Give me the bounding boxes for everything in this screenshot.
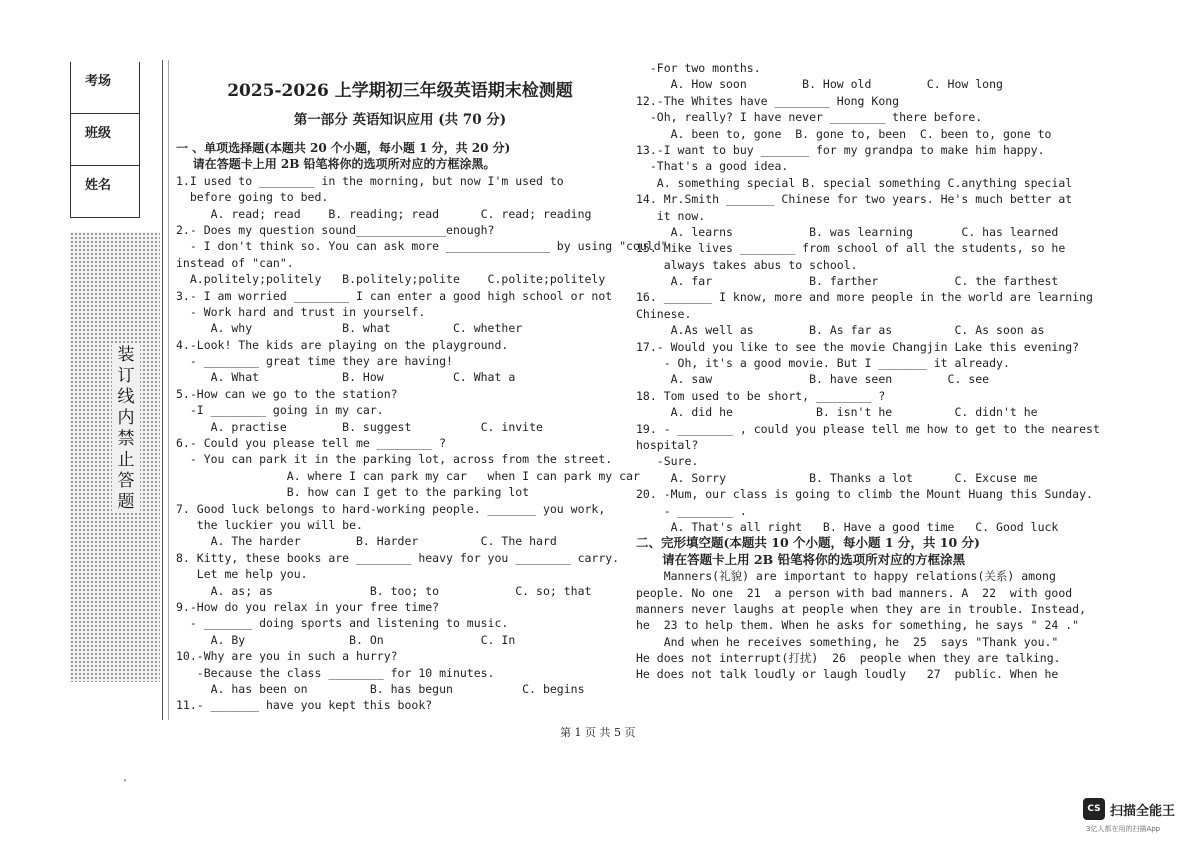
text-line: 18. Tom used to be short, ________ ? xyxy=(636,388,886,403)
text-line: - Work hard and trust in yourself. xyxy=(176,304,426,319)
margin-mark: ' xyxy=(122,778,129,789)
exam-title: 2025-2026 上学期初三年级英语期末检测题 xyxy=(227,81,573,101)
exam-room-label: 考场 xyxy=(71,62,139,114)
text-line: A. What B. How C. What a xyxy=(176,370,516,385)
text-line: A.As well as B. As far as C. As soon as xyxy=(636,323,1045,338)
text-line: Let me help you. xyxy=(176,567,308,582)
exam-info-box xyxy=(70,62,140,218)
text-line: A. The harder B. Harder C. The hard xyxy=(176,534,557,549)
text-line: 10.-Why are you in such a hurry? xyxy=(176,649,398,664)
watermark-name: 扫描全能王 xyxy=(1110,803,1176,819)
text-line: A. something special B. special something C.anything special xyxy=(636,175,1073,190)
section-heading: 一 、单项选择题(本题共 20 个小题，每小题 1 分，共 20 分) xyxy=(176,141,511,155)
text-line: A. practise B. suggest C. invite xyxy=(176,419,543,434)
text-line: A. By B. On C. In xyxy=(176,632,516,647)
page-number: 第 1 页 共 5 页 xyxy=(560,726,636,739)
text-line: 1.I used to ________ in the morning, but now I'm used to xyxy=(176,173,564,188)
binding-line xyxy=(162,60,163,720)
text-line: instead of "can". xyxy=(176,255,294,270)
text-line: 16. _______ I know, more and more people in the world are learning xyxy=(636,290,1093,305)
binding-line-inner xyxy=(168,60,169,720)
text-line: A. read; read B. reading; read C. read; reading xyxy=(176,206,592,221)
text-line: 13.-I want to buy _______ for my grandpa to make him happy. xyxy=(636,142,1045,157)
text-line: A.politely;politely B.politely;polite C.polite;politely xyxy=(176,272,606,287)
text-line: A. why B. what C. whether xyxy=(176,321,523,336)
text-line: He does not interrupt(打扰) 26 people when they are talking. xyxy=(636,651,1061,666)
text-line: 3.- I am worried ________ I can enter a good high school or not xyxy=(176,288,613,303)
text-line: 9.-How do you relax in your free time? xyxy=(176,599,440,614)
text-line: A. That's all right B. Have a good time C. Good luck xyxy=(636,519,1059,534)
text-line: And when he receives something, he 25 says "Thank you." xyxy=(636,634,1059,649)
text-line: - ________ great time they are having! xyxy=(176,354,453,369)
text-line: 5.-How can we go to the station? xyxy=(176,386,398,401)
section-heading: 请在答题卡上用 2B 铅笔将你的选项所对应的方框涂黑。 xyxy=(176,157,496,172)
text-line: 17.- Would you like to see the movie Changjin Lake this evening? xyxy=(636,339,1080,354)
text-line: 15. Mike lives ________ from school of all the students, so he xyxy=(636,241,1066,256)
text-line: -Oh, really? I have never ________ there before. xyxy=(636,110,983,125)
text-line: before going to bed. xyxy=(176,190,329,205)
text-line: - Oh, it's a good movie. But I _______ it already. xyxy=(636,356,1010,371)
name-label: 姓名 xyxy=(71,166,139,218)
text-line: Chinese. xyxy=(636,306,692,321)
text-line: -Sure. xyxy=(636,454,699,469)
text-line: 19. - ________ , could you please tell me how to get to the nearest xyxy=(636,421,1100,436)
text-line: the luckier you will be. xyxy=(176,517,363,532)
text-line: - ________ . xyxy=(636,503,747,518)
binding-notice: 装订线内禁止答题 xyxy=(112,345,140,513)
text-line: A. learns B. was learning C. has learned xyxy=(636,224,1059,239)
section-heading: 二、完形填空题(本题共 10 个小题，每小题 1 分，共 10 分) xyxy=(636,535,980,551)
section-heading: 请在答题卡上用 2B 铅笔将你的选项所对应的方框涂黑 xyxy=(636,551,966,567)
text-line: -For two months. xyxy=(636,61,761,75)
text-line: people. No one 21 a person with bad manners. A 22 with good xyxy=(636,585,1073,600)
text-line: A. Sorry B. Thanks a lot C. Excuse me xyxy=(636,470,1038,485)
text-line: 2.- Does my question sound_____________enough? xyxy=(176,222,495,237)
text-line: A. been to, gone B. gone to, been C. been to, gone to xyxy=(636,126,1052,141)
text-line: A. far B. farther C. the farthest xyxy=(636,274,1059,289)
text-line: - _______ doing sports and listening to music. xyxy=(176,616,509,631)
text-line: 11.- _______ have you kept this book? xyxy=(176,698,433,713)
watermark-tagline: 3亿人都在用的扫描App xyxy=(1086,825,1161,833)
right-column xyxy=(636,60,1100,683)
part-heading: 第一部分 英语知识应用 (共 70 分) xyxy=(293,112,507,128)
text-line: A. did he B. isn't he C. didn't he xyxy=(636,405,1038,420)
text-line: 14. Mr.Smith _______ Chinese for two years. He's much better at xyxy=(636,192,1073,207)
text-line: - You can park it in the parking lot, across from the street. xyxy=(176,452,613,467)
text-line: always takes abus to school. xyxy=(636,257,858,272)
text-line: 12.-The Whites have ________ Hong Kong xyxy=(636,93,900,108)
text-line: A. where I can park my car when I can park my car xyxy=(176,468,640,483)
text-line: Manners(礼貌) are important to happy relations(关系) among xyxy=(636,569,1056,584)
text-line: A. How soon B. How old C. How long xyxy=(636,77,1003,92)
text-line: A. saw B. have seen C. see xyxy=(636,372,990,387)
text-line: manners never laughs at people when they are in trouble. Instead, xyxy=(636,601,1087,616)
text-line: 4.-Look! The kids are playing on the playground. xyxy=(176,337,509,352)
text-line: he 23 to help them. When he asks for something, he says " 24 ." xyxy=(636,618,1080,633)
text-line: 20. -Mum, our class is going to climb the Mount Huang this Sunday. xyxy=(636,487,1093,502)
text-line: A. has been on B. has begun C. begins xyxy=(176,681,585,696)
text-line: - I don't think so. You can ask more _______________ by using "could" xyxy=(176,239,668,254)
text-line: hospital? xyxy=(636,437,699,452)
text-line: it now. xyxy=(636,208,706,223)
scanner-watermark xyxy=(1083,798,1175,820)
camscanner-icon: CS xyxy=(1083,798,1105,820)
text-line: B. how can I get to the parking lot xyxy=(176,485,530,500)
text-line: 6.- Could you please tell me ________ ? xyxy=(176,436,447,451)
text-line: -I ________ going in my car. xyxy=(176,403,384,418)
class-label: 班级 xyxy=(71,114,139,166)
text-line: 7. Good luck belongs to hard-working people. _______ you work, xyxy=(176,501,606,516)
text-line: He does not talk loudly or laugh loudly 27 public. When he xyxy=(636,667,1059,682)
text-line: A. as; as B. too; to C. so; that xyxy=(176,583,592,598)
text-line: 8. Kitty, these books are ________ heavy for you ________ carry. xyxy=(176,550,620,565)
text-line: -That's a good idea. xyxy=(636,159,789,174)
text-line: -Because the class ________ for 10 minutes. xyxy=(176,665,495,680)
